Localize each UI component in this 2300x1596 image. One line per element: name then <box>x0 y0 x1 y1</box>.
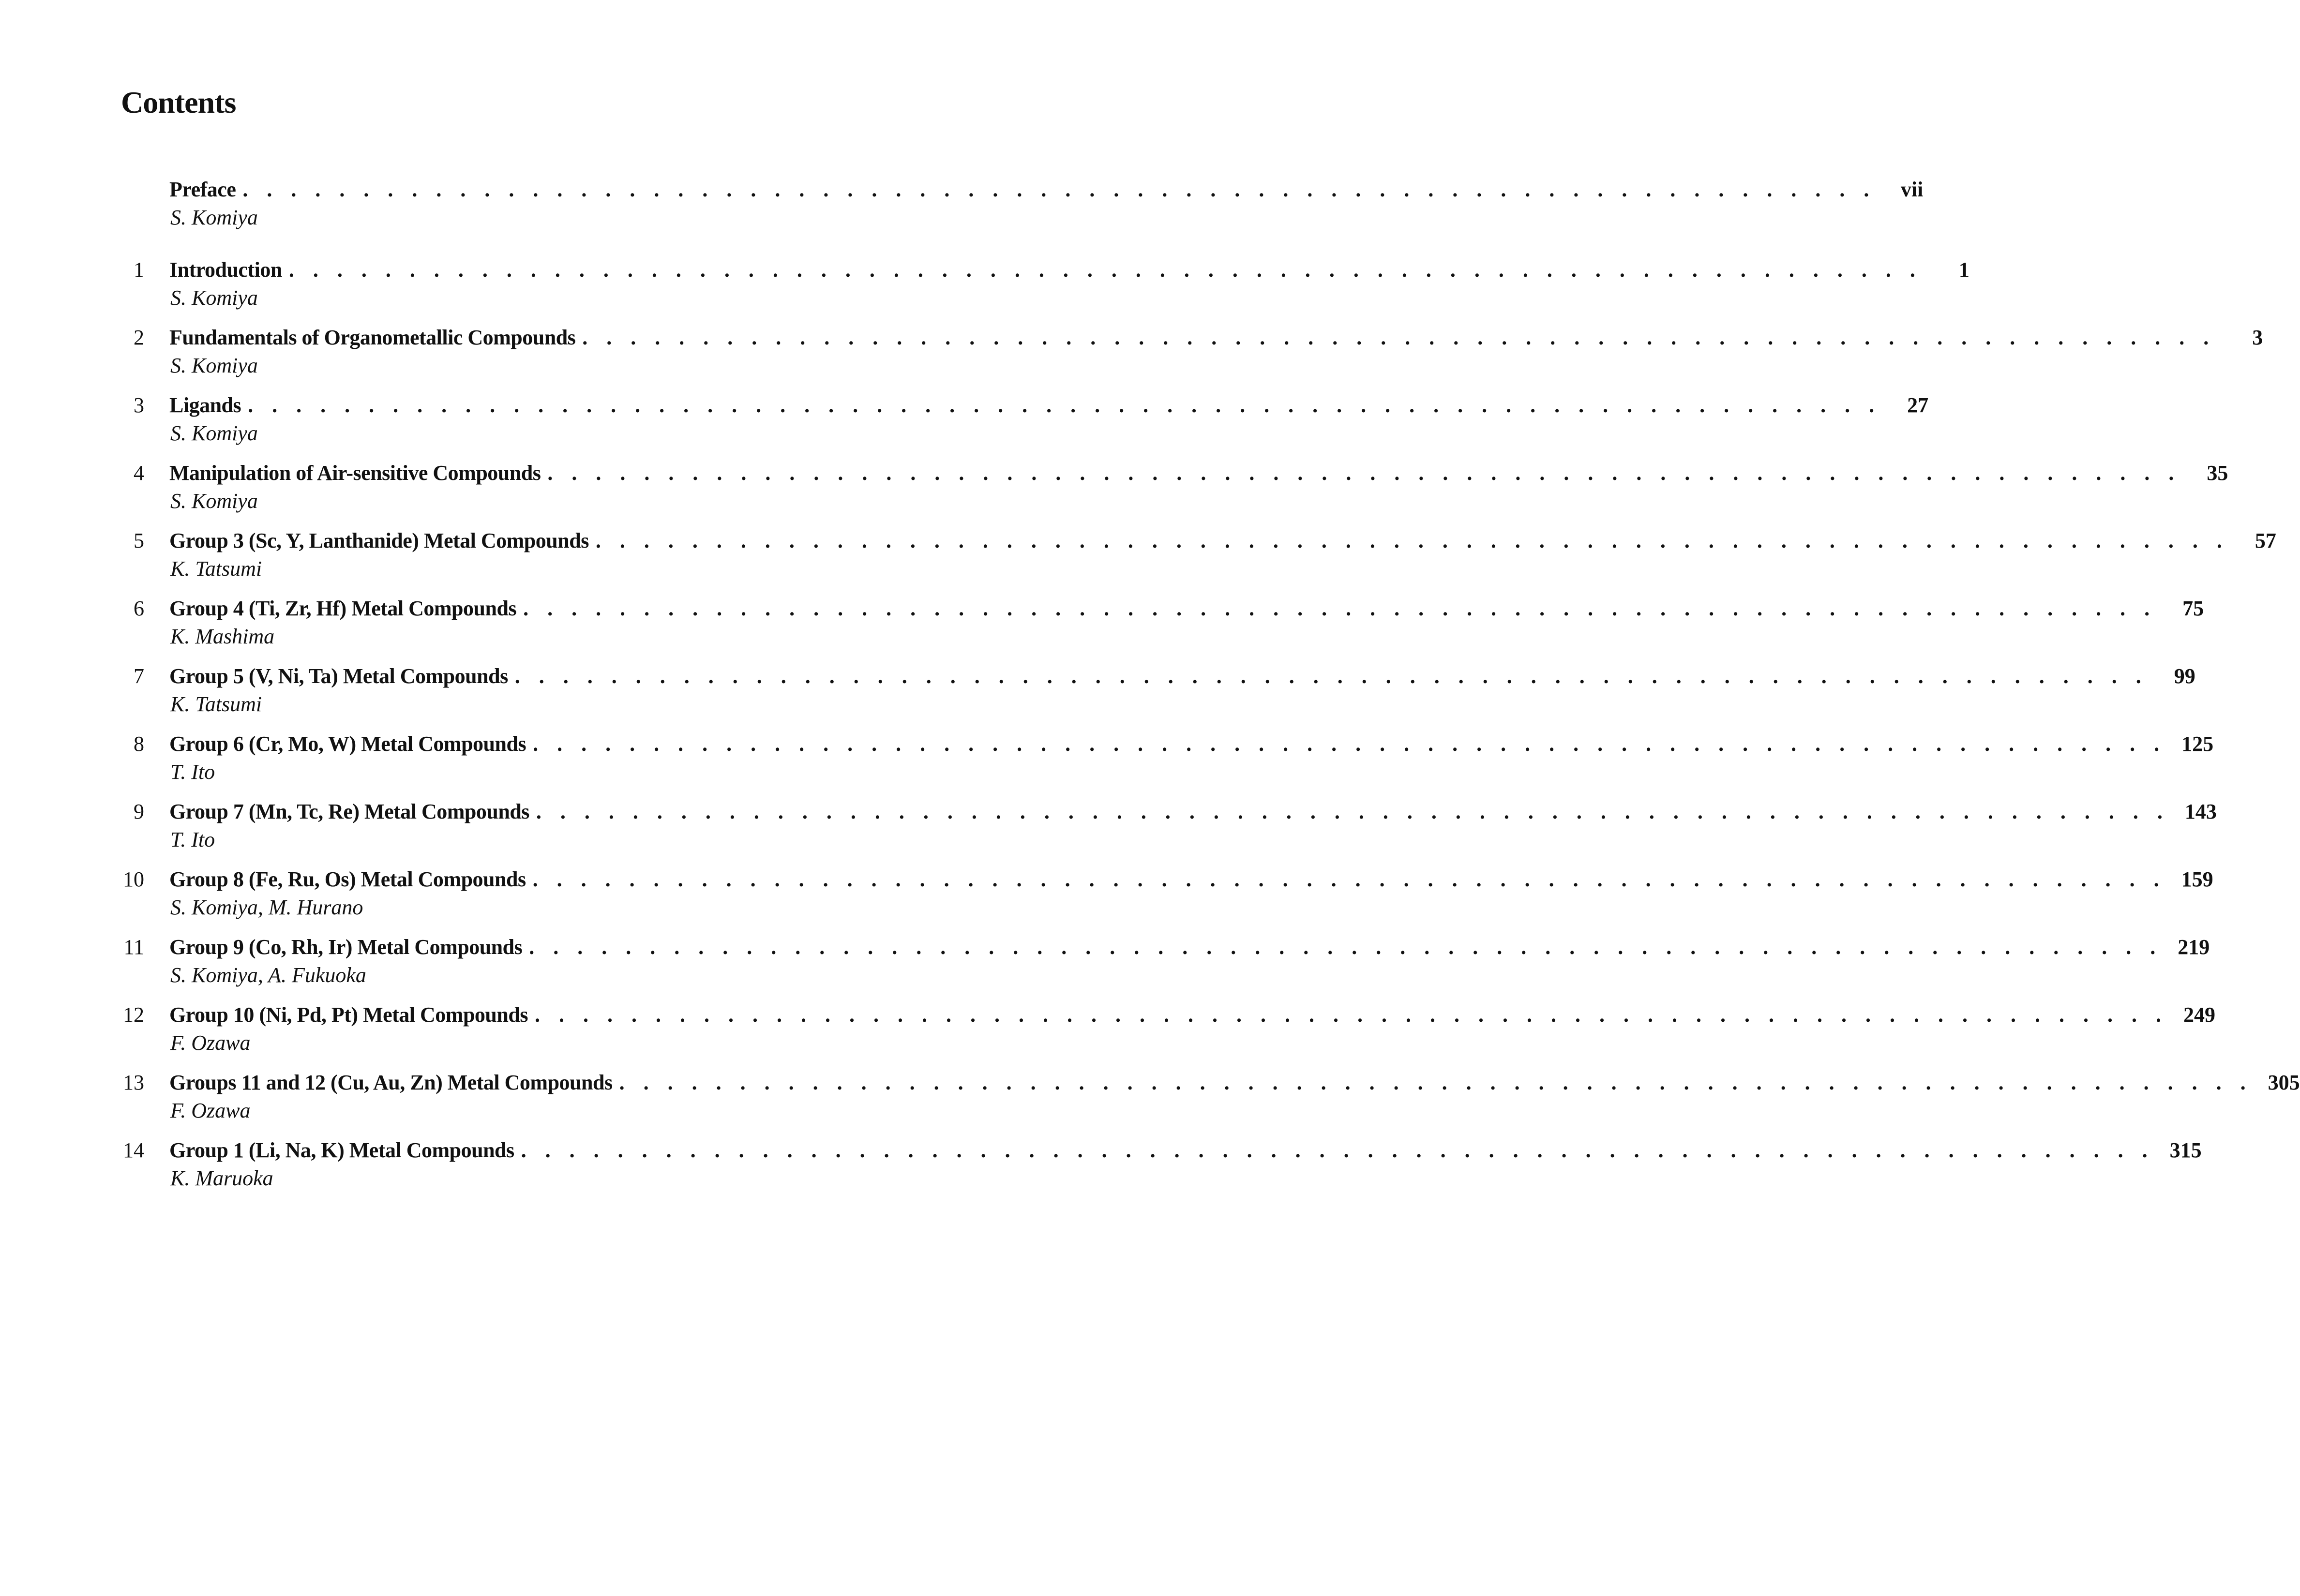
chapter-author: S. Komiya, M. Hurano <box>170 895 363 919</box>
chapter-number: 8 <box>134 732 144 756</box>
toc-entry[interactable] <box>106 526 2276 594</box>
chapter-number: 1 <box>134 258 144 282</box>
chapter-title: Introduction <box>169 258 282 282</box>
chapter-title: Group 5 (V, Ni, Ta) Metal Compounds <box>169 664 508 688</box>
chapter-author: S. Komiya <box>170 354 258 377</box>
chapter-title: Group 4 (Ti, Zr, Hf) Metal Compounds <box>169 597 517 620</box>
chapter-title: Group 9 (Co, Rh, Ir) Metal Compounds <box>169 935 523 959</box>
toc-entry[interactable] <box>106 933 2210 1000</box>
dot-leader: . . . . . . . . . . . . . . . . . . . . . . . . . . . . . . . . . . . . . . . . . . . . . . . . . . . . . . . . . . . . . . . . . . . . <box>619 1071 2253 1094</box>
page-number: 305 <box>2268 1071 2300 1094</box>
chapter-author: S. Komiya <box>170 421 258 445</box>
page-number: 249 <box>2183 1003 2215 1027</box>
chapter-number: 7 <box>134 664 144 688</box>
chapter-title: Group 7 (Mn, Tc, Re) Metal Compounds <box>169 800 529 823</box>
chapter-title: Ligands <box>169 393 241 417</box>
chapter-author: F. Ozawa <box>170 1031 251 1055</box>
page-title: Contents <box>121 85 236 119</box>
page-number: vii <box>1900 178 1924 201</box>
chapter-author: K. Tatsumi <box>170 692 262 716</box>
toc-entry-line <box>169 1068 2300 1097</box>
dot-leader: . . . . . . . . . . . . . . . . . . . . . . . . . . . . . . . . . . . . . . . . . . . . . . . . . . . . . . . . . . . . . . . . . . . . <box>533 732 2166 756</box>
page-number: 27 <box>1907 393 1929 417</box>
chapter-author: K. Tatsumi <box>170 557 262 581</box>
toc-entry[interactable] <box>106 797 2217 865</box>
chapter-number: 3 <box>134 393 144 417</box>
page-number: 99 <box>2174 664 2195 688</box>
toc-entry-line <box>169 1000 2215 1029</box>
toc-entry[interactable] <box>106 323 2263 391</box>
page-number: 75 <box>2182 597 2204 620</box>
chapter-title: Group 10 (Ni, Pd, Pt) Metal Compounds <box>169 1003 528 1027</box>
chapter-author: F. Ozawa <box>170 1099 251 1122</box>
toc-entry-line <box>169 175 1924 204</box>
page-number: 1 <box>1958 258 1969 282</box>
chapter-number: 6 <box>134 597 144 620</box>
toc-entry[interactable] <box>106 1136 2202 1204</box>
toc-entry[interactable] <box>106 730 2214 797</box>
page-number: 57 <box>2255 529 2276 552</box>
chapter-author: S. Komiya <box>170 489 258 513</box>
chapter-number: 13 <box>123 1071 144 1094</box>
chapter-number: 4 <box>134 461 144 485</box>
chapter-number: 5 <box>134 529 144 552</box>
toc-entry[interactable] <box>106 865 2213 933</box>
toc-entry-line <box>169 391 1929 420</box>
chapter-number: 9 <box>134 800 144 823</box>
toc-entry-line <box>169 797 2217 826</box>
toc-entry[interactable] <box>106 175 1924 255</box>
dot-leader: . . . . . . . . . . . . . . . . . . . . . . . . . . . . . . . . . . . . . . . . . . . . . . . . . . . . . . . . . . . . . . . . . . . . <box>521 1138 2154 1162</box>
page-number: 3 <box>2252 326 2263 349</box>
toc-entry-line <box>169 865 2213 894</box>
dot-leader: . . . . . . . . . . . . . . . . . . . . . . . . . . . . . . . . . . . . . . . . . . . . . . . . . . . . . . . . . . . . . . . . . . . . <box>532 867 2166 891</box>
chapter-title: Group 6 (Cr, Mo, W) Metal Compounds <box>169 732 526 756</box>
chapter-title: Group 1 (Li, Na, K) Metal Compounds <box>169 1138 514 1162</box>
toc-entry-line <box>169 662 2195 691</box>
page-number: 219 <box>2178 935 2210 959</box>
dot-leader: . . . . . . . . . . . . . . . . . . . . . . . . . . . . . . . . . . . . . . . . . . . . . . . . . . . . . . . . . . . . . . . . . . . . <box>288 258 1922 282</box>
toc-entry-line <box>169 730 2214 759</box>
chapter-title: Manipulation of Air-sensitive Compounds <box>169 461 541 485</box>
chapter-title: Group 3 (Sc, Y, Lanthanide) Metal Compounds <box>169 529 589 552</box>
chapter-author: S. Komiya, A. Fukuoka <box>170 963 366 987</box>
chapter-author: K. Mashima <box>170 625 275 648</box>
page-number: 35 <box>2207 461 2228 485</box>
table-of-contents <box>106 175 2300 1204</box>
toc-entry[interactable] <box>106 662 2195 730</box>
chapter-title: Fundamentals of Organometallic Compounds <box>169 326 576 349</box>
toc-entry[interactable] <box>106 1000 2215 1068</box>
dot-leader: . . . . . . . . . . . . . . . . . . . . . . . . . . . . . . . . . . . . . . . . . . . . . . . . . . . . . . . . . . . . . . . . . . . . <box>582 326 2216 349</box>
page-number: 143 <box>2184 800 2217 823</box>
chapter-author: K. Maruoka <box>170 1166 273 1190</box>
toc-entry[interactable] <box>106 391 1929 459</box>
chapter-number: 10 <box>123 867 144 891</box>
toc-entry[interactable] <box>106 1068 2300 1136</box>
toc-entry-line <box>169 933 2210 962</box>
toc-entry[interactable] <box>106 255 1969 323</box>
chapter-title: Group 8 (Fe, Ru, Os) Metal Compounds <box>169 867 526 891</box>
dot-leader: . . . . . . . . . . . . . . . . . . . . . . . . . . . . . . . . . . . . . . . . . . . . . . . . . . . . . . . . . . . . . . . . . . . . <box>523 597 2157 620</box>
dot-leader: . . . . . . . . . . . . . . . . . . . . . . . . . . . . . . . . . . . . . . . . . . . . . . . . . . . . . . . . . . . . . . . . . . . . <box>248 393 1881 417</box>
chapter-author: T. Ito <box>170 760 215 784</box>
dot-leader: . . . . . . . . . . . . . . . . . . . . . . . . . . . . . . . . . . . . . . . . . . . . . . . . . . . . . . . . . . . . . . . . . . . . <box>536 800 2169 823</box>
chapter-number: 14 <box>123 1138 144 1162</box>
chapter-number: 12 <box>123 1003 144 1027</box>
chapter-author: T. Ito <box>170 828 215 851</box>
dot-leader: . . . . . . . . . . . . . . . . . . . . . . . . . . . . . . . . . . . . . . . . . . . . . . . . . . . . . . . . . . . . . . . . . . . . <box>529 935 2163 959</box>
chapter-author: S. Komiya <box>170 206 258 229</box>
page-number: 315 <box>2169 1138 2202 1162</box>
chapter-title: Preface <box>169 178 236 201</box>
dot-leader: . . . . . . . . . . . . . . . . . . . . . . . . . . . . . . . . . . . . . . . . . . . . . . . . . . . . . . . . . . . . . . . . . . . . <box>547 461 2181 485</box>
toc-entry[interactable] <box>106 594 2204 662</box>
dot-leader: . . . . . . . . . . . . . . . . . . . . . . . . . . . . . . . . . . . . . . . . . . . . . . . . . . . . . . . . . . . . . . . . . . . . <box>534 1003 2168 1027</box>
chapter-number: 2 <box>134 326 144 349</box>
toc-entry-line <box>169 1136 2202 1165</box>
toc-entry-line <box>169 594 2204 623</box>
chapter-title: Groups 11 and 12 (Cu, Au, Zn) Metal Compounds <box>169 1071 613 1094</box>
dot-leader: . . . . . . . . . . . . . . . . . . . . . . . . . . . . . . . . . . . . . . . . . . . . . . . . . . . . . . . . . . . . . . . . . . . . <box>242 178 1876 201</box>
toc-entry-line <box>169 255 1969 284</box>
dot-leader: . . . . . . . . . . . . . . . . . . . . . . . . . . . . . . . . . . . . . . . . . . . . . . . . . . . . . . . . . . . . . . . . . . . . <box>514 664 2148 688</box>
toc-entry[interactable] <box>106 459 2228 526</box>
chapter-author: S. Komiya <box>170 286 258 310</box>
dot-leader: . . . . . . . . . . . . . . . . . . . . . . . . . . . . . . . . . . . . . . . . . . . . . . . . . . . . . . . . . . . . . . . . . . . . <box>595 529 2229 552</box>
toc-entry-line <box>169 323 2263 352</box>
chapter-number: 11 <box>123 935 144 959</box>
page-number: 125 <box>2181 732 2214 756</box>
toc-entry-line <box>169 459 2228 488</box>
page-number: 159 <box>2181 867 2213 891</box>
toc-entry-line <box>169 526 2276 555</box>
